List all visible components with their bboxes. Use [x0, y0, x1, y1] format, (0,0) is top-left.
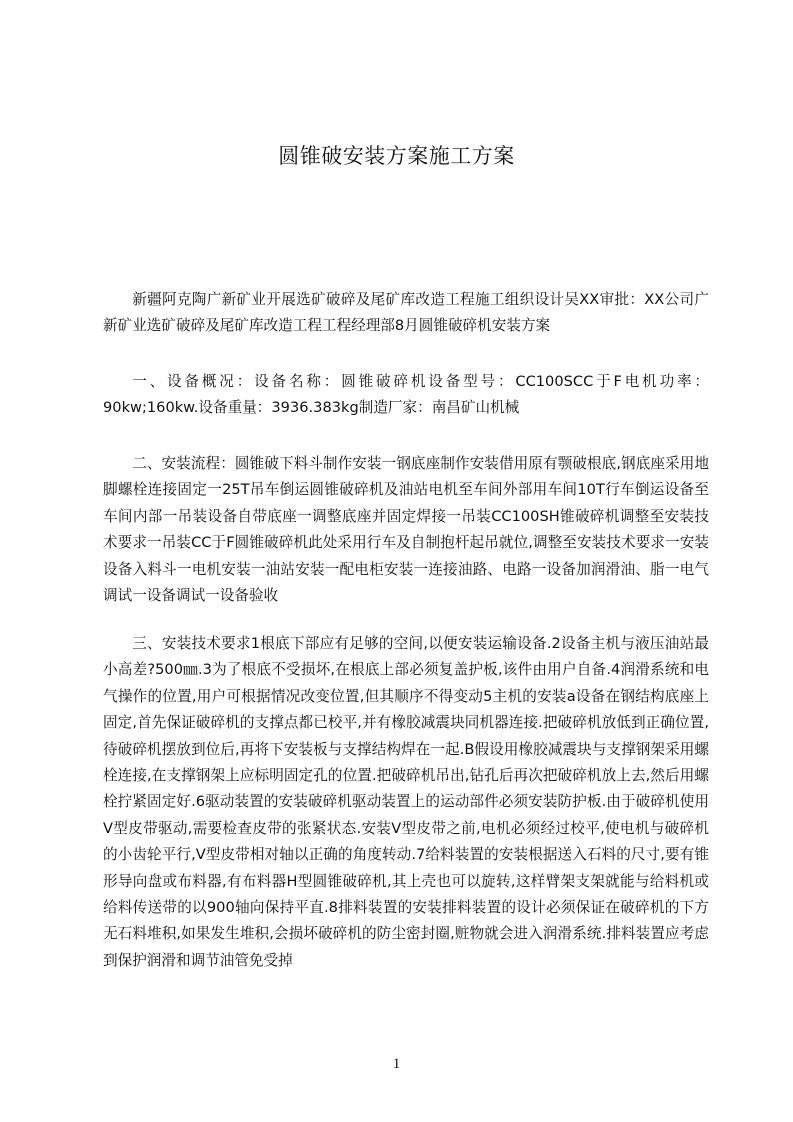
page-number: 1	[392, 1056, 401, 1072]
paragraph-technical-requirements: 三、安装技术要求1根底下部应有足够的空间,以便安装运输设备.2设备主机与液压油站最小高差?500㎜.3为了根底不受损坏,在根底上部必须复盖护板,该件由用户自备.4润滑系统和电气操作的位置,用户可根据情况改变位置,但其顺序不得变动5主机的安装a设备在钢结构底座上固定,首先保证破碎机的支撑点都已校平,并有橡胶减震块同机器连接.把破碎机放低到正确位置,待破碎机摆放到位后,再将下安装板与支撑结构焊在一起.B假设用橡胶减震块与支撑钢架采用螺栓连接,在支撑钢架上应标明固定孔的位置.把破碎机吊出,钻孔后再次把破碎机放上去,然后用螺栓拧紧固定好.6驱动装置的安装破碎机驱动装置上的运动部件必须安装防护板.由于破碎机使用V型皮带驱动,需要检查皮带的张紧状态.安装V型皮带之前,电机必须经过校平,使电机与破碎机的小齿轮平行,V型皮带相对轴以正确的角度转动.7给料装置的安装根据送入石料的尺寸,要有锥形导向盘或布料器,有布料器H型圆锥破碎机,其上壳也可以旋转,这样臂架支架就能与给料机或给料传送带的以900轴向保持平直.8排料装置的安装排料装置的设计必须保证在破碎机的下方无石料堆积,如果发生堆积,会损坏破碎机的防尘密封圈,赃物就会进入润滑系统.排料装置应考虑到保护润滑和调节油管免受掉	[103, 635, 709, 969]
document-title: 圆锥破安装方案施工方案	[278, 144, 515, 168]
paragraph-intro: 新疆阿克陶广新矿业开展选矿破碎及尾矿库改造工程施工组织设计吴XX审批：XX公司广新矿业选矿破碎及尾矿库改造工程工程经理部8月圆锥破碎机安装方案	[103, 291, 709, 335]
paragraph-equipment-overview: 一、设备概况：设备名称：圆锥破碎机设备型号：CC100SCC于F电机功率：90kw;160kw.设备重量：3936.383kg制造厂家：南昌矿山机械	[103, 373, 709, 417]
paragraph-installation-process: 二、安装流程：圆锥破下料斗制作安装一钢底座制作安装借用原有颚破根底,钢底座采用地脚螺栓连接固定一25T吊车倒运圆锥破碎机及油站电机至车间外部用车间10T行车倒运设备至车间内部一吊装设备自带底座一调整底座并固定焊接一吊装CC100SH锥破碎机调整至安装技术要求一吊装CC于F圆锥破碎机此处采用行车及自制抱杆起吊就位,调整至安装技术要求一安装设备入料斗一电机安装一油站安装一配电柜安装一连接油路、电路一设备加润滑油、脂一电气调试一设备调试一设备验收	[103, 455, 709, 605]
